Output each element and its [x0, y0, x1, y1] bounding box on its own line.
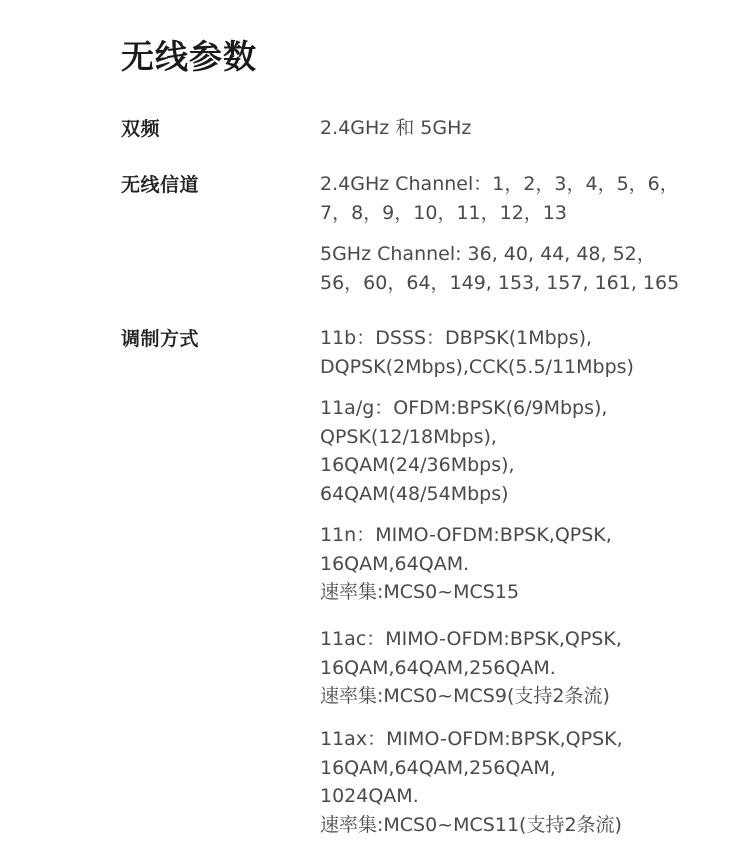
modulation-11ag-line: 16QAM(24/36Mbps),: [320, 454, 515, 476]
modulation-11ax-line: 16QAM,64QAM,256QAM,: [320, 756, 556, 779]
channel-5ghz-value: [320, 240, 740, 297]
band-label: 双频: [121, 118, 161, 140]
modulation-11ax-line: 1024QAM.: [320, 785, 419, 807]
band-value: [320, 114, 740, 143]
channel-label: 无线信道: [121, 174, 200, 196]
modulation-11n-value: [320, 521, 740, 607]
modulation-11ac-line: 速率集:MCS0~MCS9(支持2条流): [320, 685, 610, 707]
modulation-11ag-line: 64QAM(48/54Mbps): [320, 482, 509, 505]
modulation-11ag-value: [320, 394, 740, 508]
channel-24ghz-value: [320, 170, 740, 227]
channel-5ghz-line: 5GHz Channel: 36, 40, 44, 48, 52，: [320, 243, 656, 265]
band-value-line: 2.4GHz 和 5GHz: [320, 117, 472, 139]
modulation-11b-line: DQPSK(2Mbps),CCK(5.5/11Mbps): [320, 355, 634, 378]
modulation-11ac-value: [320, 625, 740, 711]
modulation-11ag-line: QPSK(12/18Mbps),: [320, 425, 497, 448]
channel-24ghz-line: 7，8，9，10，11，12，13: [320, 201, 567, 224]
modulation-11ax-line: 速率集:MCS0~MCS11(支持2条流): [320, 813, 622, 836]
modulation-11b-line: 11b：DSSS：DBPSK(1Mbps),: [320, 327, 593, 349]
modulation-label: 调制方式: [121, 328, 200, 350]
modulation-11n-line: 11n：MIMO-OFDM:BPSK,QPSK,: [320, 524, 612, 546]
modulation-11ag-line: 11a/g：OFDM:BPSK(6/9Mbps),: [320, 397, 608, 419]
modulation-11ac-line: 11ac：MIMO-OFDM:BPSK,QPSK,: [320, 628, 622, 650]
modulation-11n-line: 16QAM,64QAM.: [320, 552, 470, 575]
modulation-11n-line: 速率集:MCS0~MCS15: [320, 581, 520, 603]
modulation-11ac-line: 16QAM,64QAM,256QAM.: [320, 656, 556, 679]
modulation-11ax-value: [320, 725, 740, 839]
modulation-11ax-line: 11ax：MIMO-OFDM:BPSK,QPSK,: [320, 728, 623, 750]
channel-24ghz-line: 2.4GHz Channel：1，2，3，4，5，6，: [320, 173, 679, 195]
modulation-11b-value: [320, 324, 740, 381]
page-title: 无线参数: [121, 37, 257, 76]
channel-5ghz-line: 56，60，64，149, 153, 157, 161, 165: [320, 271, 680, 294]
